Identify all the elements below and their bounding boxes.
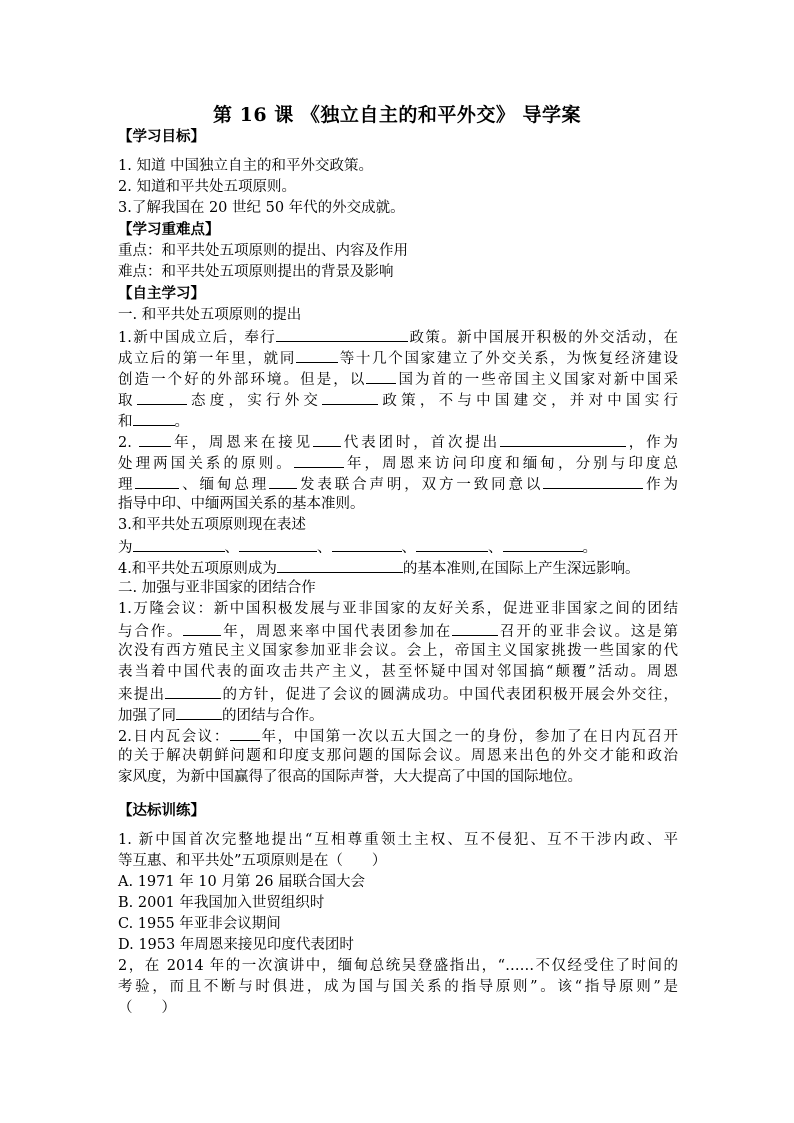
blank[interactable] [296,347,338,363]
blank[interactable] [452,620,498,636]
blank[interactable] [366,368,396,384]
question-line: 和 。 [118,410,678,431]
paragraph-line: 1.万隆会议：新中国积极发展与亚非国家的友好关系，促进亚非国家之间的团结 [118,601,678,617]
question-line: 等互惠、和平共处”五项原则是在（ ） [118,853,387,869]
goal-item: 3.了解我国在 20 世纪 50 年代的外交成就。 [118,200,405,216]
paragraph-line: 表当着中国代表的面攻击共产主义，甚至怀疑中国对邻国搞“颠覆”活动。周恩 [118,664,678,680]
blank[interactable] [416,536,488,552]
blank[interactable] [332,536,402,552]
question-line: 1.新中国成立后，奉行 政策。新中国展开积极的外交活动，在 [118,326,678,347]
question-line: 创造一个好的外部环境。但是，以 国为首的一些帝国主义国家对新中国采 [118,368,678,389]
answer-option[interactable]: D. 1953 年周恩来接见印度代表团时 [118,937,354,953]
blank[interactable] [313,431,341,447]
question-line: 为 、 、 、 、 。 [118,536,678,557]
blank[interactable] [543,473,643,489]
blank[interactable] [500,431,626,447]
question-line: 4.和平共处五项原则成为 的基本准则,在国际上产生深远影响。 [118,557,678,578]
paragraph-line: 加强了同 的团结与合作。 [118,704,678,725]
paragraph-line: 来提出 的方针，促进了会议的圆满成功。中国代表团积极开展会外交往， [118,683,678,704]
blank[interactable] [165,683,221,699]
blank[interactable] [503,536,583,552]
blank[interactable] [276,326,408,342]
paragraph-line: 的关于解决朝鲜问题和印度支那问题的国际会议。周恩来出色的外交才能和政治 [118,748,678,764]
question-line: 2，在 2014 年的一次演讲中，缅甸总统吴登盛指出，“……不仅经受住了时间的 [118,958,678,974]
key-difficulty: 难点：和平共处五项原则提出的背景及影响 [118,264,394,280]
blank[interactable] [294,452,344,468]
question-line: 取 态度，实行外交 政策，不与中国建交，并对中国实行 [118,389,678,410]
answer-option[interactable]: B. 2001 年我国加入世贸组织时 [118,895,325,911]
blank[interactable] [133,536,225,552]
blank[interactable] [137,389,187,405]
question-line: 成立后的第一年里，就同 等十几个国家建立了外交关系，为恢复经济建设 [118,347,678,368]
paragraph-line: 与合作。 年，周恩来率中国代表团参加在 召开的亚非会议。这是第 [118,620,678,641]
blank[interactable] [139,431,171,447]
question-line: 考验，而且不断与时俱进，成为国与国关系的指导原则”。该“指导原则”是 [118,979,678,995]
goal-item: 1. 知道 中国独立自主的和平外交政策。 [118,158,374,174]
part2-title: 二. 加强与亚非国家的团结合作 [118,580,316,596]
question-line: 理 、缅甸总理 发表联合声明，双方一致同意以 作为 [118,473,678,494]
blank[interactable] [269,473,297,489]
blank[interactable] [133,410,175,426]
page-title: 第 16 课 《独立自主的和平外交》 导学案 [213,104,581,126]
blank[interactable] [176,704,222,720]
self-study-heading: 【自主学习】 [118,285,205,302]
question-line: 2. 年，周恩来在接见 代表团时，首次提出 ，作为 [118,431,678,452]
document-body [118,126,678,1019]
goals-heading: 【学习目标】 [118,128,205,145]
question-line: 1. 新中国首次完整地提出“互相尊重领土主权、互不侵犯、互不干涉内政、平 [118,832,678,848]
blank[interactable] [239,536,317,552]
part1-title: 一. 和平共处五项原则的提出 [118,307,302,323]
blank[interactable] [322,389,378,405]
question-line: （ ） [118,1000,176,1016]
question-line: 指导中印、中缅两国关系的基本准则。 [118,496,365,512]
answer-option[interactable]: A. 1971 年 10 月第 26 届联合国大会 [118,874,366,890]
blank[interactable] [135,473,179,489]
question-line: 处理两国关系的原则。 年，周恩来访问印度和缅甸，分别与印度总 [118,452,678,473]
blank[interactable] [230,725,260,741]
blank[interactable] [183,620,221,636]
key-heading: 【学习重难点】 [118,221,220,238]
question-line: 3.和平共处五项原则现在表述 [118,517,306,533]
key-focus: 重点：和平共处五项原则的提出、内容及作用 [118,243,408,259]
answer-option[interactable]: C. 1955 年亚非会议期间 [118,916,281,932]
goal-item: 2. 知道和平共处五项原则。 [118,179,296,195]
practice-heading: 【达标训练】 [118,802,205,819]
paragraph-line: 家风度，为新中国赢得了很高的国际声誉，大大提高了中国的国际地位。 [118,769,582,785]
blank[interactable] [277,557,403,573]
paragraph-line: 2.日内瓦会议： 年，中国第一次以五大国之一的身份，参加了在日内瓦召开 [118,725,678,746]
paragraph-line: 次没有西方殖民主义国家参加亚非会议。会上，帝国主义国家挑拨一些国家的代 [118,643,678,659]
